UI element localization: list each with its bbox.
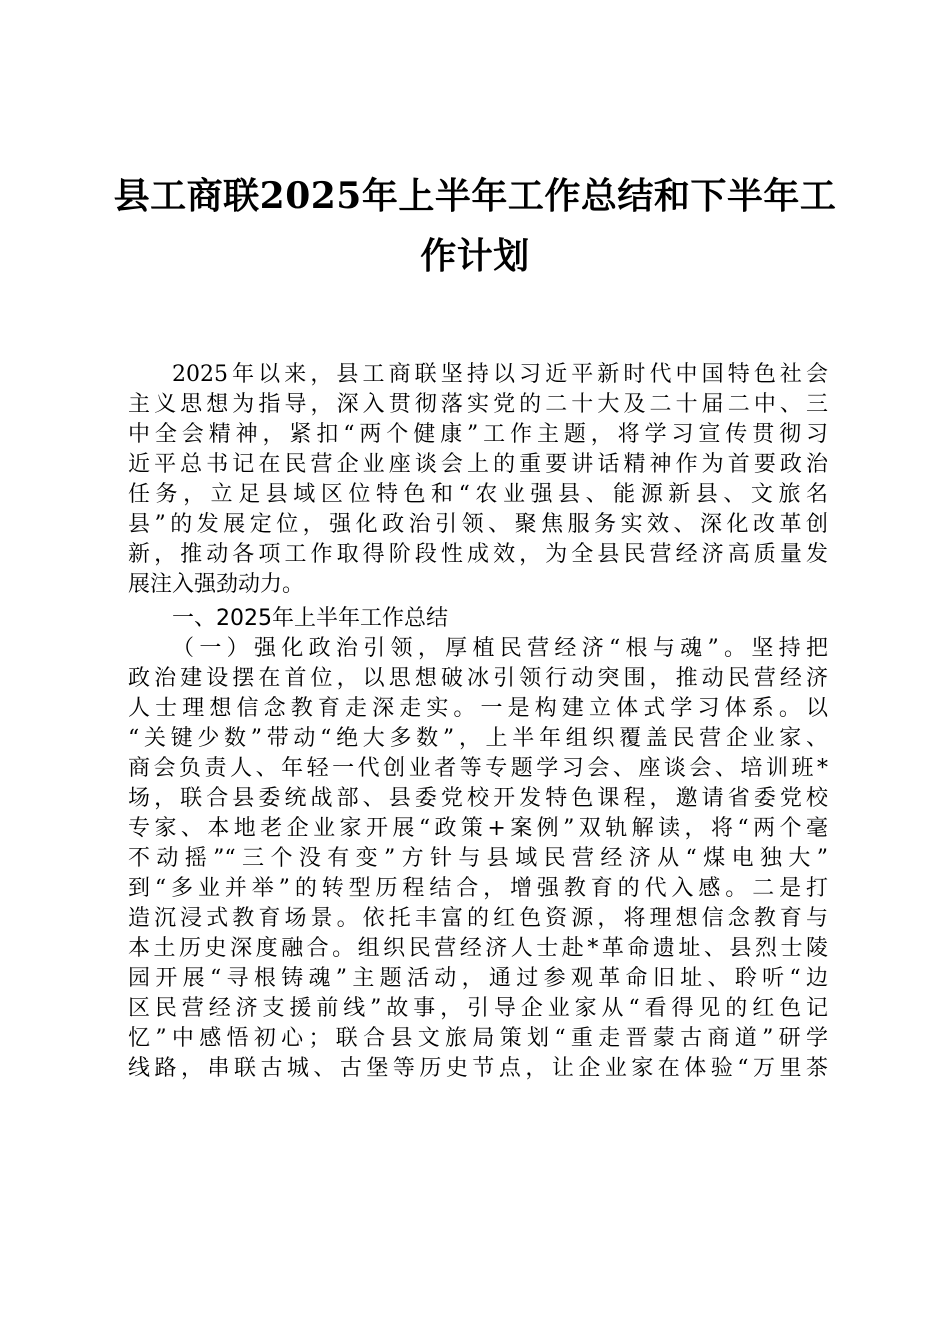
title-line-1: 县工商联2025年上半年工作总结和下半年工 bbox=[113, 175, 837, 217]
text-line: 商会负责人、年轻一代创业者等专题学习会、座谈会、培训班* bbox=[128, 756, 828, 781]
text-line: 不动摇”“三个没有变”方针与县域民营经济从“煤电独大” bbox=[128, 846, 828, 871]
text-line: 县”的发展定位，强化政治引领、聚焦服务实效、深化改革创 bbox=[128, 512, 828, 537]
text-line: 新，推动各项工作取得阶段性成效，为全县民营经济高质量发 bbox=[128, 542, 828, 567]
text-line: 2025年以来，县工商联坚持以习近平新时代中国特色社会 bbox=[172, 362, 828, 387]
text-line: 到“多业并举”的转型历程结合，增强教育的代入感。二是打 bbox=[128, 876, 828, 901]
text-line: 忆”中感悟初心；联合县文旅局策划“重走晋蒙古商道”研学 bbox=[128, 1026, 828, 1051]
text-line: 本土历史深度融合。组织民营经济人士赴*革命遗址、县烈士陵 bbox=[128, 936, 828, 961]
intro-paragraph bbox=[128, 360, 828, 600]
text-line: 主义思想为指导，深入贯彻落实党的二十大及二十届二中、三 bbox=[128, 392, 828, 417]
text-line: 线路，串联古城、古堡等历史节点，让企业家在体验“万里茶 bbox=[128, 1056, 828, 1081]
text-line: 近平总书记在民营企业座谈会上的重要讲话精神作为首要政治 bbox=[128, 452, 828, 477]
text-line: 区民营经济支援前线”故事，引导企业家从“看得见的红色记 bbox=[128, 996, 828, 1021]
text-line: 人士理想信念教育走深走实。一是构建立体式学习体系。以 bbox=[128, 696, 828, 721]
document-title bbox=[110, 166, 840, 286]
text-line: 展注入强劲动力。 bbox=[128, 572, 305, 597]
text-line: 专家、本地老企业家开展“政策+案例”双轨解读，将“两个毫 bbox=[128, 816, 828, 841]
text-line: “关键少数”带动“绝大多数”，上半年组织覆盖民营企业家、 bbox=[128, 726, 828, 751]
section-paragraph bbox=[128, 634, 828, 1084]
text-line: 中全会精神，紧扣“两个健康”工作主题，将学习宣传贯彻习 bbox=[128, 422, 828, 447]
text-line: 任务，立足县域区位特色和“农业强县、能源新县、文旅名 bbox=[128, 482, 828, 507]
text-line: 政治建设摆在首位，以思想破冰引领行动突围，推动民营经济 bbox=[128, 666, 828, 691]
text-line: （一）强化政治引领，厚植民营经济“根与魂”。坚持把 bbox=[172, 636, 828, 661]
text-line: 造沉浸式教育场景。依托丰富的红色资源，将理想信念教育与 bbox=[128, 906, 828, 931]
title-line-2: 作计划 bbox=[420, 235, 530, 277]
document-body bbox=[128, 360, 828, 1084]
text-line: 场，联合县委统战部、县委党校开发特色课程，邀请省委党校 bbox=[128, 786, 828, 811]
section-heading: 一、2025年上半年工作总结 bbox=[172, 606, 448, 631]
text-line: 园开展“寻根铸魂”主题活动，通过参观革命旧址、聆听“边 bbox=[128, 966, 828, 991]
